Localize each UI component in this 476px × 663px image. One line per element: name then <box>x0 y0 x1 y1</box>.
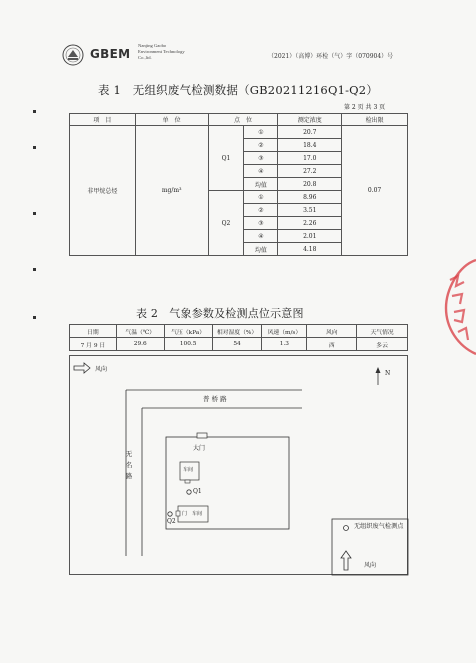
gate-label: 大门 <box>193 445 206 452</box>
header-concentration: 测定浓度 <box>278 114 342 126</box>
gate-marker <box>197 433 207 438</box>
header-weather: 天气情况 <box>357 325 408 338</box>
header-wind-direction: 风向 <box>307 325 357 338</box>
header-limit: 检出限 <box>342 114 408 126</box>
company-name: Nanjing Gaobo Environment Technology Co.,ltd. <box>138 43 185 60</box>
sample-index: ② <box>244 204 278 217</box>
header-unit: 单 位 <box>135 114 208 126</box>
workshop-2-door-label: 门 <box>182 511 188 517</box>
header-date: 日期 <box>70 325 117 338</box>
north-label: N <box>385 370 391 377</box>
sample-index: ④ <box>244 165 278 178</box>
sample-value: 27.2 <box>278 165 342 178</box>
road-top-label: 普 桥 路 <box>203 395 227 403</box>
header-humidity: 相对湿度（%） <box>212 325 262 338</box>
q1-label: Q1 <box>193 488 202 495</box>
monitoring-site-diagram <box>69 355 408 575</box>
header-item: 项 目 <box>70 114 136 126</box>
point-q2-cell: Q2 <box>208 191 244 256</box>
header-point: 点 位 <box>208 114 278 126</box>
workshop-2-door <box>176 511 180 516</box>
header-pressure: 气压（kPa） <box>164 325 212 338</box>
q2-label: Q2 <box>167 518 176 525</box>
sample-value: 2.26 <box>278 217 342 230</box>
table-header-row <box>70 325 408 338</box>
unit-cell: mg/m³ <box>135 126 208 256</box>
wind-speed-cell: 1.3 <box>262 338 307 351</box>
sample-index: ③ <box>244 217 278 230</box>
sample-value: 18.4 <box>278 139 342 152</box>
table-header-row <box>70 114 408 126</box>
legend-wind-arrow-icon <box>341 551 351 570</box>
sample-index: 均值 <box>244 178 278 191</box>
sample-value: 3.51 <box>278 204 342 217</box>
weather-table <box>69 324 408 351</box>
sample-value: 4.18 <box>278 243 342 256</box>
workshop-1-label: 车间 <box>183 467 194 473</box>
sample-value: 17.0 <box>278 152 342 165</box>
wind-direction-cell: 西 <box>307 338 357 351</box>
q1-point-icon <box>187 490 191 494</box>
table-row <box>70 338 408 351</box>
workshop-1-door <box>185 480 190 483</box>
sample-index: ③ <box>244 152 278 165</box>
site-map-drawing <box>70 356 409 576</box>
company-logo-icon <box>62 44 84 66</box>
emission-data-table <box>69 113 408 256</box>
binding-mark <box>33 110 36 113</box>
header-temperature: 气温（℃） <box>116 325 164 338</box>
report-reference: （2021）（高博）环检（气）字（070904）号 <box>268 53 394 60</box>
humidity-cell: 54 <box>212 338 262 351</box>
item-cell: 非甲烷总烃 <box>70 126 136 256</box>
binding-mark <box>33 146 36 149</box>
sample-index: ① <box>244 126 278 139</box>
table-row <box>70 126 408 139</box>
table1-title: 表 1 无组织废气检测数据（GB20211216Q1-Q2） <box>98 83 379 97</box>
sample-value: 20.7 <box>278 126 342 139</box>
temperature-cell: 29.6 <box>116 338 164 351</box>
binding-mark <box>33 212 36 215</box>
road-left-label: 无 名 路 <box>125 450 133 480</box>
sample-index: ① <box>244 191 278 204</box>
official-seal-stamp <box>440 250 476 360</box>
sample-index: ② <box>244 139 278 152</box>
sample-value: 20.8 <box>278 178 342 191</box>
sample-index: ④ <box>244 230 278 243</box>
wind-label: 风向 <box>95 366 108 373</box>
point-q1-cell: Q1 <box>208 126 244 191</box>
weather-cell: 多云 <box>357 338 408 351</box>
sample-value: 2.01 <box>278 230 342 243</box>
legend-point-icon <box>344 526 349 531</box>
wind-arrow-icon <box>74 363 90 373</box>
date-cell: 7 月 9 日 <box>70 338 117 351</box>
sample-value: 8.96 <box>278 191 342 204</box>
binding-mark <box>33 268 36 271</box>
logo-text: GBEM <box>90 47 131 61</box>
header-wind-speed: 风速（m/s） <box>262 325 307 338</box>
limit-cell: 0.07 <box>342 126 408 256</box>
table2-title: 表 2 气象参数及检测点位示意图 <box>136 307 304 320</box>
north-arrow-icon <box>376 367 381 385</box>
binding-mark <box>33 316 36 319</box>
workshop-2-label: 车间 <box>192 511 203 517</box>
road-lines <box>126 390 302 556</box>
legend-wind-label: 风向 <box>364 562 377 569</box>
legend-point-label: 无组织废气检测点 <box>354 523 404 530</box>
q2-point-icon <box>168 512 172 516</box>
pressure-cell: 100.5 <box>164 338 212 351</box>
page-number: 第 2 页 共 3 页 <box>344 104 386 111</box>
sample-index: 均值 <box>244 243 278 256</box>
